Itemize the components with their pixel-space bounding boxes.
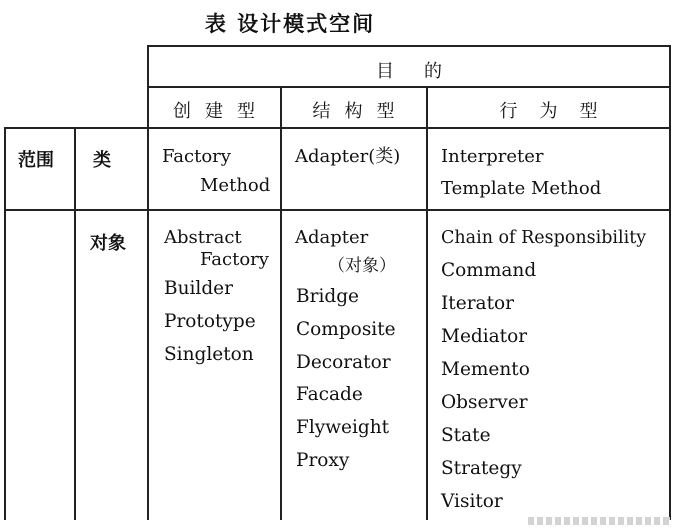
- header-behavioral: 行为型: [499, 101, 620, 122]
- list-item: Facade: [296, 384, 363, 406]
- list-item: Mediator: [441, 326, 528, 347]
- list-item: State: [441, 425, 491, 446]
- list-item: Proxy: [296, 449, 350, 471]
- list-item: Decorator: [296, 351, 391, 373]
- class-behavioral-line2: Template Method: [441, 178, 602, 199]
- list-item: Observer: [441, 392, 528, 413]
- header-structural: 结构型: [312, 101, 409, 122]
- object-creational-abstract: Abstract: [164, 227, 242, 248]
- list-item: Singleton: [164, 344, 254, 365]
- watermark-strip: [528, 517, 670, 525]
- class-creational-line1: Factory: [162, 146, 231, 167]
- rule-left-edge: [4, 127, 6, 520]
- class-behavioral-line1: Interpreter: [441, 146, 544, 167]
- list-item: Composite: [296, 318, 396, 340]
- object-structural-adapter-note: （对象）: [328, 256, 396, 276]
- list-item: Strategy: [441, 458, 522, 479]
- list-item: Memento: [441, 359, 530, 380]
- object-structural-list: [296, 285, 396, 482]
- rule-header-bottom: [4, 127, 670, 129]
- object-behavioral-list: [441, 226, 646, 523]
- object-row-label: 对象: [90, 233, 126, 254]
- table-title: 表 设计模式空间: [204, 12, 376, 36]
- class-structural-cell: Adapter(类): [295, 146, 401, 167]
- object-creational-list: [164, 277, 256, 376]
- scope-label: 范围: [18, 150, 54, 171]
- list-item: Prototype: [164, 311, 256, 332]
- header-creational: 创建型: [173, 101, 269, 122]
- rule-class-bottom: [4, 209, 670, 211]
- class-creational-line2: Method: [200, 175, 271, 196]
- list-item: Iterator: [441, 293, 514, 314]
- header-purpose: 目的: [376, 61, 472, 82]
- list-item: Bridge: [296, 286, 359, 307]
- object-structural-adapter: Adapter: [295, 227, 369, 248]
- rule-scope-divider: [74, 127, 76, 520]
- rule-top: [148, 45, 670, 47]
- list-item: Flyweight: [296, 417, 390, 439]
- rule-creational-divider: [280, 86, 282, 520]
- list-item: Command: [441, 260, 537, 281]
- list-item: Builder: [164, 278, 233, 299]
- rule-structural-divider: [426, 86, 428, 520]
- class-row-label: 类: [93, 150, 111, 171]
- object-creational-factory: Factory: [200, 249, 269, 270]
- list-item: Visitor: [441, 491, 503, 512]
- rule-purpose-bottom: [148, 86, 670, 88]
- list-item: Chain of Responsibility: [441, 228, 647, 248]
